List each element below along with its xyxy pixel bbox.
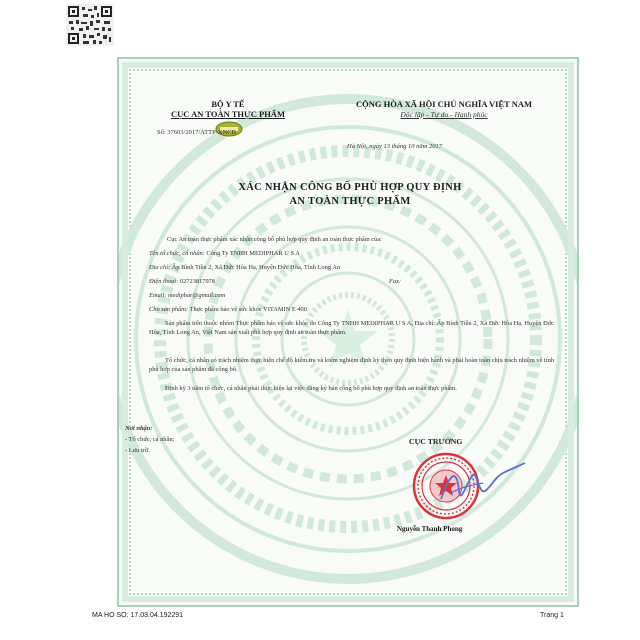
document-title-line-1: XÁC NHẬN CÔNG BỐ PHÙ HỢP QUY ĐỊNH	[238, 182, 462, 193]
issue-date: Hà Nội, ngày 13 tháng 10 năm 2017	[347, 143, 442, 150]
address-line: Địa chỉ: Ấp Bình Tiền 2, Xã Đức Hòa Hạ, Huyện Đức Hòa, Tỉnh Long An	[149, 264, 341, 271]
paragraph-renewal: Định kỳ 3 năm tổ chức, cá nhân phải thực hiện lại việc đăng ký bản công bố phù hợp quy định an toàn thực phẩm.	[165, 385, 457, 392]
ministry-name: BỘ Y TẾ	[211, 99, 245, 109]
agency-name: CỤC AN TOÀN THỰC PHẨM	[171, 109, 285, 119]
signer-name: Nguyễn Thanh Phong	[397, 525, 463, 533]
certificate-document	[117, 57, 579, 607]
page-number: Trang 1	[540, 612, 564, 619]
intro-text: Cục An toàn thực phẩm xác nhận công bố phù hợp quy định an toàn thực phẩm của:	[167, 236, 382, 243]
recipient-item: - Lưu trữ.	[125, 447, 150, 454]
phone-line: Điện thoại: 02723817978	[149, 278, 216, 285]
country-name: CỘNG HÒA XÃ HỘI CHỦ NGHĨA VIỆT NAM	[355, 99, 533, 109]
document-title-line-2: AN TOÀN THỰC PHẨM	[289, 196, 411, 207]
recipient-item: - Tổ chức, cá nhân;	[125, 436, 175, 443]
email-line: Email: mediphar@gmail.com	[149, 292, 226, 299]
org-line: Tên tổ chức, cá nhân: Công Ty TNHH MEDIPHAR U S A	[149, 250, 300, 257]
paragraph-responsibility: Tổ chức, cá nhân có trách nhiệm thực hiện chế độ kiểm tra và kiểm nghiệm định kỳ theo quy định hiện hành và phải hoàn toàn chịu trách nhiệm về tính phù hợp của sản phẩm đã công bố.	[149, 357, 554, 373]
recipients-label: Nơi nhận:	[125, 425, 153, 432]
file-number: MA HO SO: 17.03.04.192291	[92, 612, 184, 619]
product-line: Cho sản phẩm: Thực phẩm bảo vệ sức khỏe VITAMIN E 400	[149, 306, 307, 313]
signature-title: CỤC TRƯỞNG	[409, 437, 463, 446]
national-motto: Độc lập - Tự do - Hạnh phúc	[400, 110, 488, 119]
qr-code-icon	[66, 4, 114, 46]
paragraph-product-compliance: Sản phẩm trên thuộc nhóm Thực phẩm bảo vệ sức khỏe do Công Ty TNHH MEDIPHAR U S A, Địa chỉ: Ấp Bình Tiền 2, Xã Đức Hòa Hạ, Huyện Đức Hòa, Tỉnh Long An, Việt Nam sản xuất phù hợp quy định an toàn thực phẩm.	[149, 320, 554, 336]
document-number: Số: 37603/2017/ATTP-XNCB	[157, 129, 236, 136]
header-left	[153, 99, 303, 119]
fax-label: Fax:	[389, 278, 402, 285]
handwritten-signature	[437, 461, 527, 511]
